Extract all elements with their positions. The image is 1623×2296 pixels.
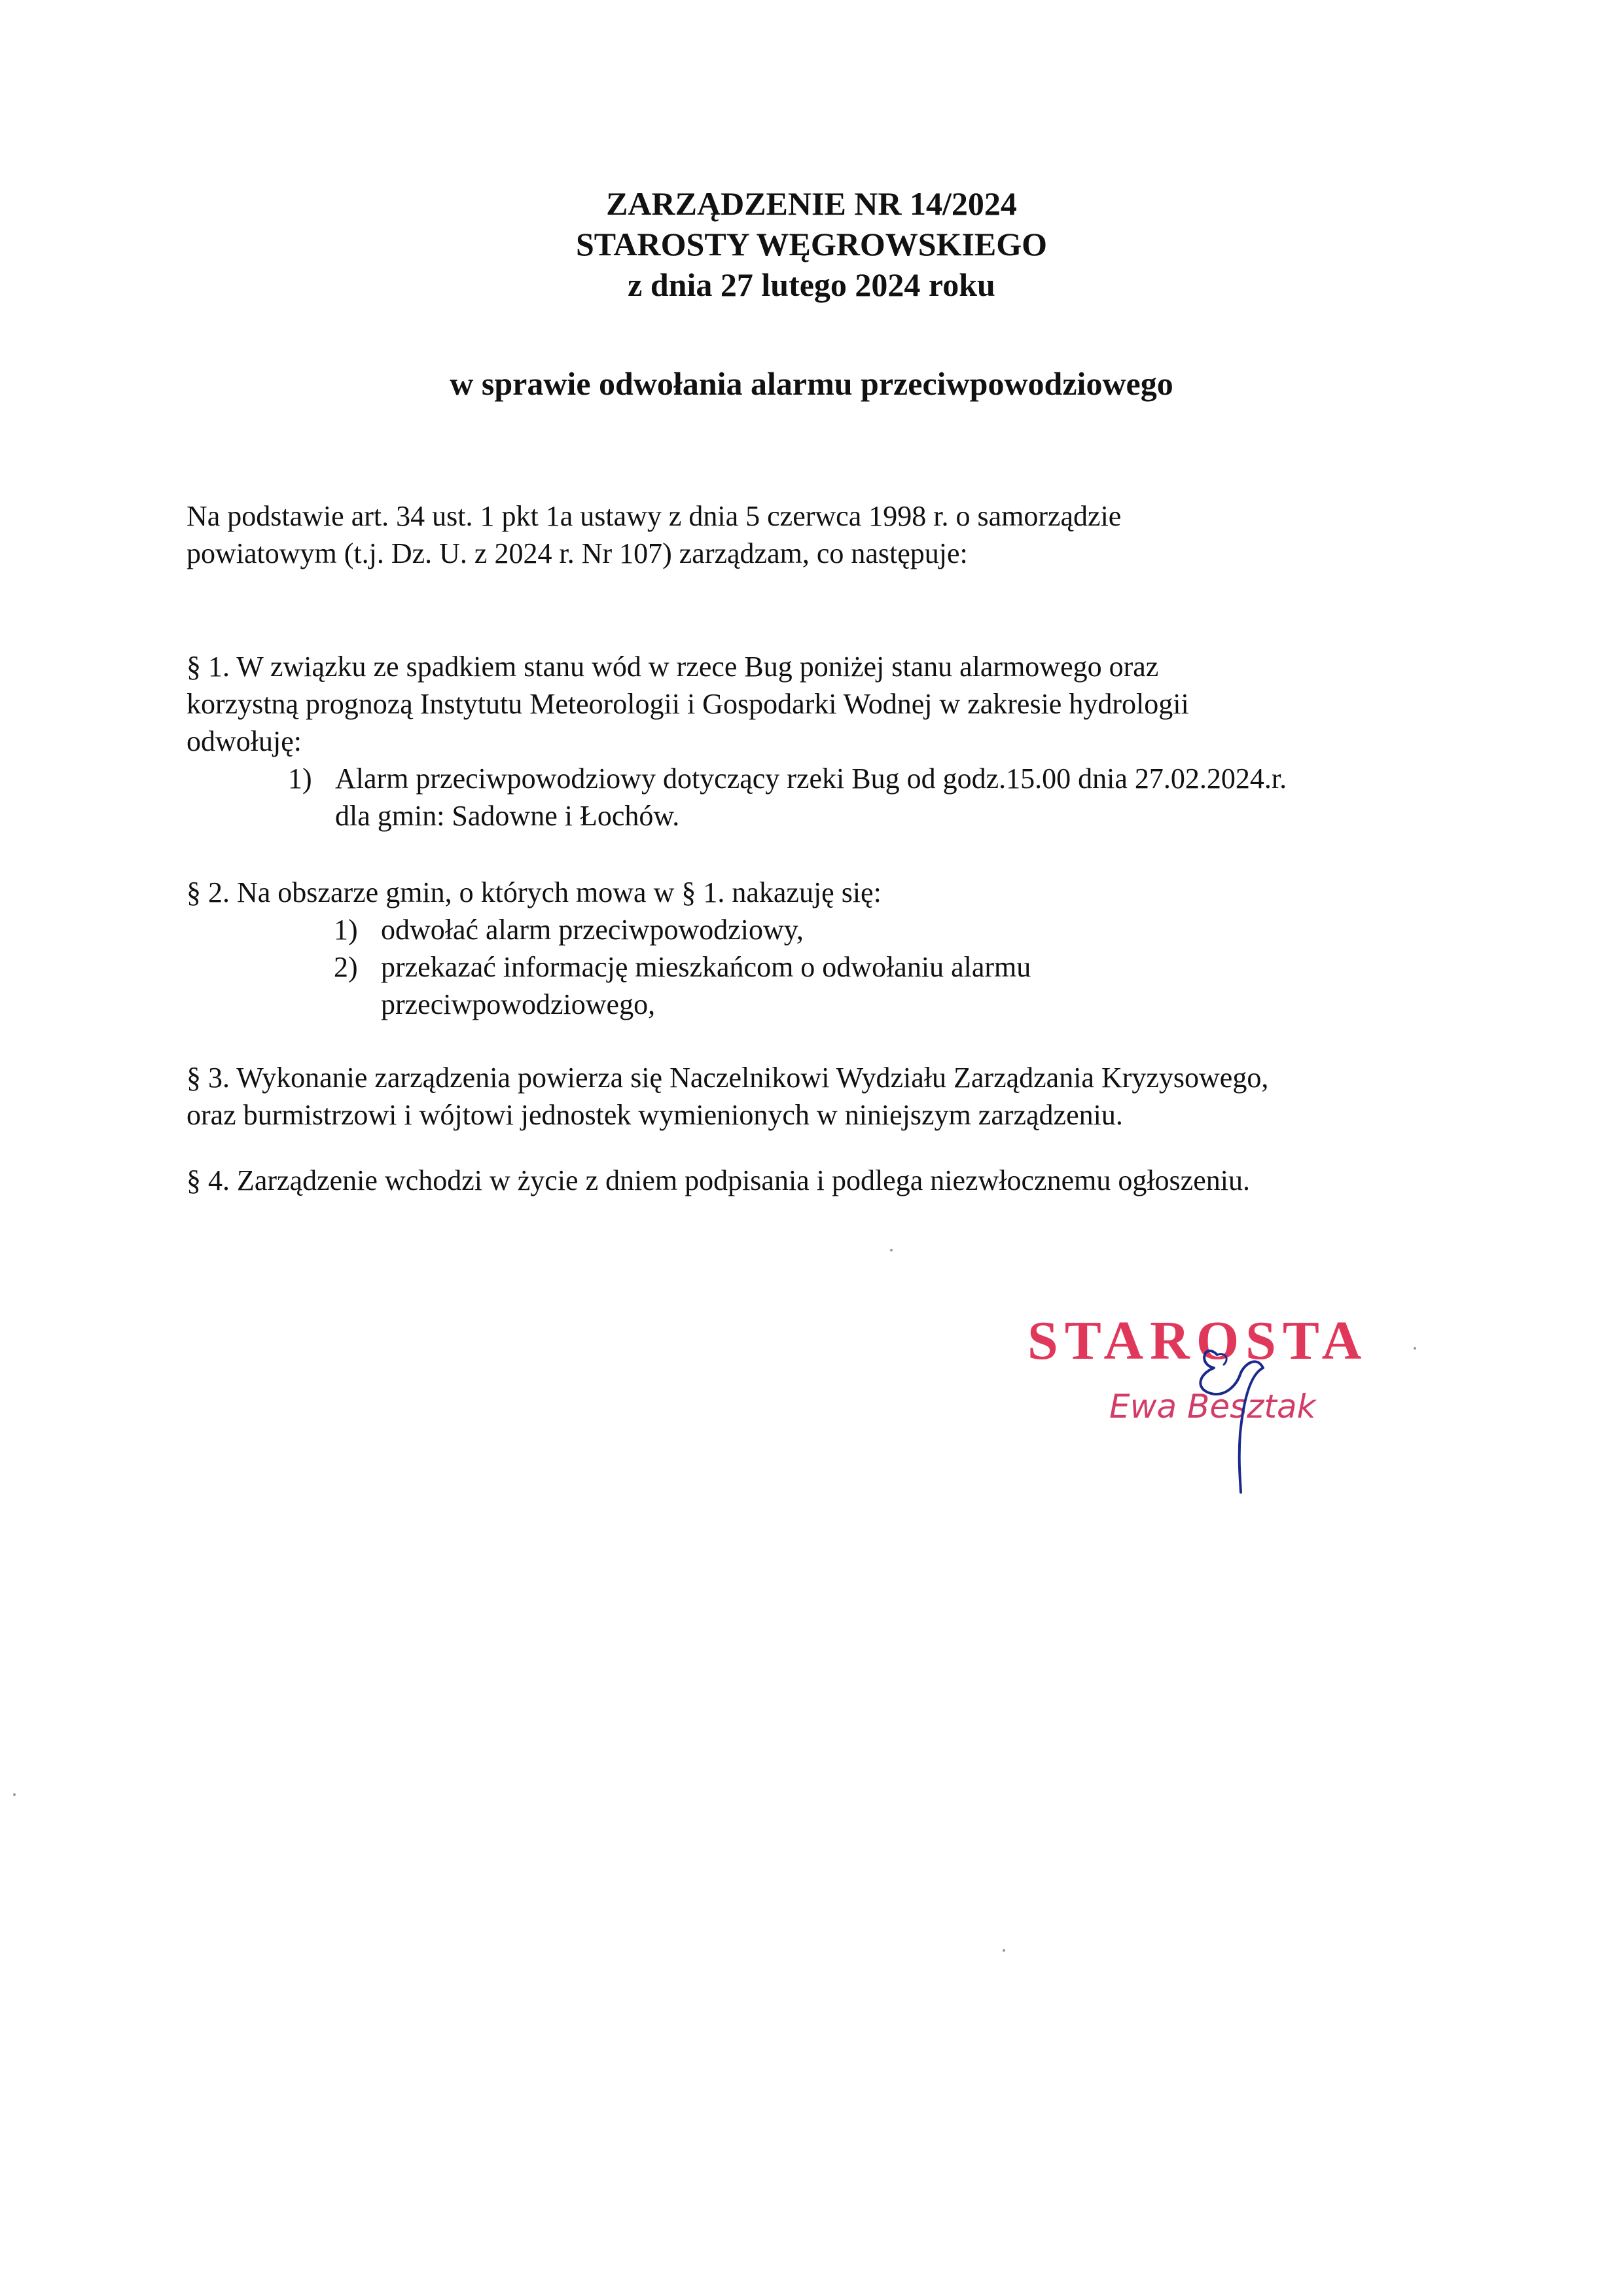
stamp-name: Ewa Besztak	[1109, 1388, 1316, 1426]
section-3-line: § 3. Wykonanie zarządzenia powierza się Naczelnikowi Wydziału Zarządzania Kryzysowego,	[187, 1062, 1269, 1094]
section-1-line: odwołuję:	[187, 725, 302, 757]
handwritten-signature	[1178, 1329, 1309, 1499]
preamble	[187, 497, 1495, 572]
section-2-item-number: 2)	[334, 951, 358, 983]
preamble-line: Na podstawie art. 34 ust. 1 pkt 1a ustawy z dnia 5 czerwca 1998 r. o samorządzie	[187, 500, 1122, 532]
stamp-title: STAROSTA	[1027, 1310, 1368, 1371]
preamble-line: powiatowym (t.j. Dz. U. z 2024 r. Nr 107) zarządzam, co następuje:	[187, 537, 968, 569]
section-1-line: korzystną prognozą Instytutu Meteorologii i Gospodarki Wodnej w zakresie hydrologii	[187, 688, 1189, 720]
section-2-item-line: przekazać informację mieszkańcom o odwołaniu alarmu	[381, 951, 1031, 983]
scan-speck	[13, 1793, 16, 1796]
section-2-intro-line: § 2. Na obszarze gmin, o których mowa w § 1. nakazuję się:	[187, 876, 882, 908]
document-header	[0, 183, 1623, 305]
document-subject: w sprawie odwołania alarmu przeciwpowodziowego	[450, 365, 1173, 402]
section-4	[187, 1162, 1495, 1199]
section-2-item-line: odwołać alarm przeciwpowodziowy,	[381, 914, 804, 946]
scan-speck	[1414, 1347, 1416, 1350]
header-date: z dnia 27 lutego 2024 roku	[628, 266, 995, 303]
section-3	[187, 1059, 1495, 1134]
header-issuer: STAROSTY WĘGROWSKIEGO	[575, 226, 1048, 262]
section-2-item-line: przeciwpowodziowego,	[381, 988, 656, 1020]
section-1	[187, 648, 1495, 760]
scan-speck	[1003, 1949, 1005, 1952]
scan-speck	[890, 1249, 893, 1251]
section-3-line: oraz burmistrzowi i wójtowi jednostek wymienionych w niniejszym zarządzeniu.	[187, 1099, 1123, 1131]
section-2-item-number: 1)	[334, 914, 358, 946]
section-1-item-line: dla gmin: Sadowne i Łochów.	[335, 800, 680, 832]
section-1-item-line: Alarm przeciwpowodziowy dotyczący rzeki Bug od godz.15.00 dnia 27.02.2024.r.	[335, 762, 1287, 795]
header-title: ZARZĄDZENIE NR 14/2024	[606, 185, 1017, 222]
section-1-item-number: 1)	[288, 762, 312, 795]
section-2-intro	[187, 874, 1495, 911]
section-4-line: § 4. Zarządzenie wchodzi w życie z dniem podpisania i podlega niezwłocznemu ogłoszeniu.	[187, 1164, 1250, 1196]
section-1-line: § 1. W związku ze spadkiem stanu wód w rzece Bug poniżej stanu alarmowego oraz	[187, 651, 1159, 683]
